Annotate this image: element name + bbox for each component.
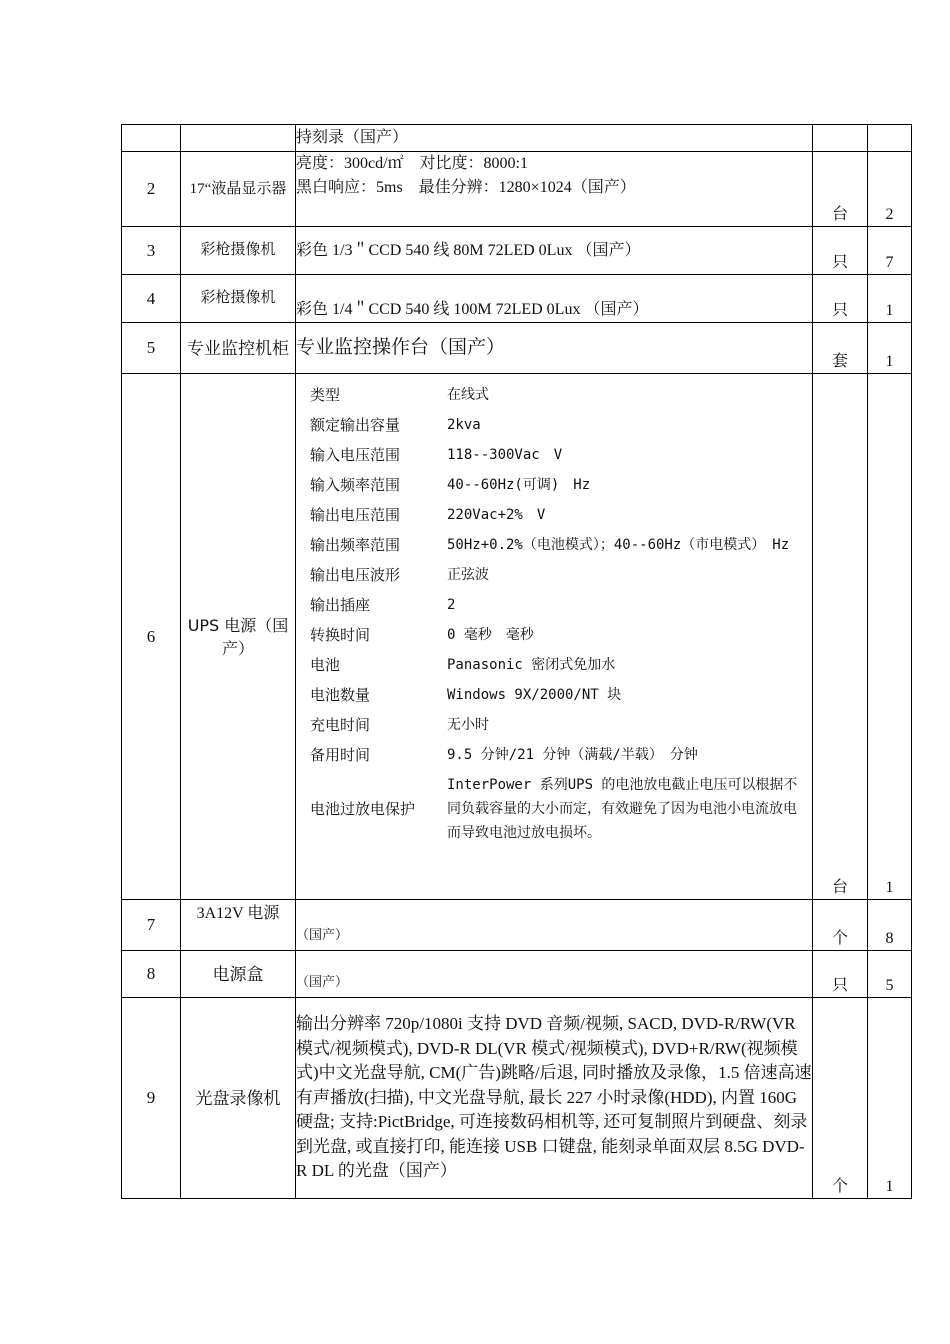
ups-spec-key: 转换时间 — [310, 626, 371, 644]
ups-spec-row — [296, 530, 812, 560]
item-qty: 1 — [868, 998, 912, 1199]
equipment-table — [121, 124, 912, 1199]
item-unit: 个 — [813, 998, 868, 1199]
ups-spec-key: 输出频率范围 — [310, 536, 401, 554]
spec-line: 亮度：300cd/㎡ 对比度：8000:1 — [296, 155, 528, 172]
ups-spec-row — [296, 500, 812, 530]
ups-spec-row — [296, 440, 812, 470]
row-number: 8 — [122, 951, 181, 998]
ups-spec-value: 无小时 — [447, 717, 489, 733]
item-qty: 7 — [868, 227, 912, 275]
item-qty: 8 — [868, 900, 912, 951]
ups-spec-cell — [296, 374, 813, 900]
item-name: 专业监控机柜 — [181, 323, 296, 374]
item-spec — [296, 152, 813, 227]
item-qty: 5 — [868, 951, 912, 998]
item-name — [181, 125, 296, 152]
item-spec: 专业监控操作台（国产） — [296, 323, 813, 374]
table-row — [122, 998, 912, 1199]
table-row — [122, 275, 912, 323]
row-number: 6 — [122, 374, 181, 900]
item-qty: 1 — [868, 323, 912, 374]
ups-spec-key: 充电时间 — [310, 716, 371, 734]
row-number — [122, 125, 181, 152]
item-spec: （国产） — [296, 900, 813, 951]
table-row — [122, 152, 912, 227]
ups-spec-key: 备用时间 — [310, 746, 371, 764]
ups-spec-value: InterPower 系列UPS 的电池放电截止电压可以根据不同负载容量的大小而定，有效避免了因为电池小电流放电而导致电池过放电损坏。 — [447, 777, 798, 841]
ups-spec-row — [296, 590, 812, 620]
item-name: UPS 电源（国产） — [181, 374, 296, 900]
item-name: 彩枪摄像机 — [181, 275, 296, 323]
ups-spec-value: 正弦波 — [447, 567, 489, 583]
ups-spec-value: 2kva — [447, 417, 481, 433]
item-qty: 2 — [868, 152, 912, 227]
ups-spec-value: 50Hz+0.2%（电池模式）；40--60Hz（市电模式） Hz — [447, 537, 790, 553]
ups-spec-key: 电池 — [310, 656, 341, 674]
ups-spec-key: 输出插座 — [310, 596, 371, 614]
row-number: 5 — [122, 323, 181, 374]
item-spec: 彩色 1/3＂CCD 540 线 80M 72LED 0Lux （国产） — [296, 227, 813, 275]
ups-spec-key: 额定输出容量 — [310, 416, 401, 434]
ups-spec-value: 在线式 — [447, 387, 489, 403]
ups-spec-key: 电池数量 — [310, 686, 371, 704]
row-number: 2 — [122, 152, 181, 227]
ups-spec-value: 0 毫秒 毫秒 — [447, 627, 534, 643]
table-row — [122, 900, 912, 951]
item-unit: 套 — [813, 323, 868, 374]
row-number: 9 — [122, 998, 181, 1199]
item-unit: 只 — [813, 275, 868, 323]
table-row — [122, 374, 912, 900]
ups-spec-table — [296, 380, 812, 848]
ups-spec-value: Windows 9X/2000/NT 块 — [447, 687, 622, 703]
item-unit — [813, 125, 868, 152]
item-name: 电源盒 — [181, 951, 296, 998]
ups-spec-row — [296, 650, 812, 680]
ups-spec-row — [296, 740, 812, 770]
row-number: 4 — [122, 275, 181, 323]
table-row — [122, 125, 912, 152]
item-name: 17“液晶显示器 — [181, 152, 296, 227]
item-qty: 1 — [868, 275, 912, 323]
ups-spec-row — [296, 410, 812, 440]
table-row — [122, 323, 912, 374]
item-unit: 只 — [813, 227, 868, 275]
row-number: 3 — [122, 227, 181, 275]
ups-spec-key: 输出电压范围 — [310, 506, 401, 524]
ups-spec-key: 输入电压范围 — [310, 446, 401, 464]
item-unit: 台 — [813, 374, 868, 900]
item-spec: 输出分辨率 720p/1080i 支持 DVD 音频/视频, SACD, DVD-R/RW(VR 模式/视频模式), DVD-R DL(VR 模式/视频模式), DVD+R/RW(视频模式)中文光盘导航, CM(广告)跳略/后退, 同时播放及录像，1.5 倍速高速有声播放(扫描), 中文光盘导航, 最长 227 小时录像(HDD), 内置 160G 硬盘; 支持:PictBridge, 可连接数码相机等, 还可复制照片到硬盘、刻录到光盘, 或直接打印, 能连接 USB 口键盘, 能刻录单面双层 8.5G DVD-R DL 的光盘（国产） — [296, 998, 813, 1199]
ups-spec-value: 220Vac+2% V — [447, 507, 546, 523]
item-name: 彩枪摄像机 — [181, 227, 296, 275]
item-spec: 彩色 1/4＂CCD 540 线 100M 72LED 0Lux （国产） — [296, 275, 813, 323]
ups-spec-key: 类型 — [310, 386, 341, 404]
item-spec: 持刻录（国产） — [296, 125, 813, 152]
ups-spec-row — [296, 380, 812, 410]
item-name: 3A12V 电源 — [181, 900, 296, 951]
item-name: 光盘录像机 — [181, 998, 296, 1199]
ups-spec-row — [296, 770, 812, 848]
ups-spec-row — [296, 710, 812, 740]
ups-spec-key: 输入频率范围 — [310, 476, 401, 494]
item-qty: 1 — [868, 374, 912, 900]
row-number: 7 — [122, 900, 181, 951]
ups-spec-value: 118--300Vac V — [447, 447, 563, 463]
ups-spec-key: 输出电压波形 — [310, 566, 401, 584]
item-spec: （国产） — [296, 951, 813, 998]
ups-spec-value: 2 — [447, 597, 456, 613]
ups-spec-row — [296, 560, 812, 590]
ups-spec-row — [296, 680, 812, 710]
ups-spec-value: Panasonic 密闭式免加水 — [447, 657, 616, 673]
ups-spec-row — [296, 470, 812, 500]
table-row — [122, 227, 912, 275]
ups-spec-key: 电池过放电保护 — [310, 800, 416, 818]
item-unit: 个 — [813, 900, 868, 951]
ups-spec-row — [296, 620, 812, 650]
item-qty — [868, 125, 912, 152]
item-unit: 台 — [813, 152, 868, 227]
ups-spec-value: 40--60Hz(可调) Hz — [447, 477, 591, 493]
table-row — [122, 951, 912, 998]
item-unit: 只 — [813, 951, 868, 998]
ups-spec-value: 9.5 分钟/21 分钟（满载/半载） 分钟 — [447, 747, 698, 763]
spec-line: 黑白响应：5ms 最佳分辨：1280×1024（国产） — [296, 179, 636, 196]
